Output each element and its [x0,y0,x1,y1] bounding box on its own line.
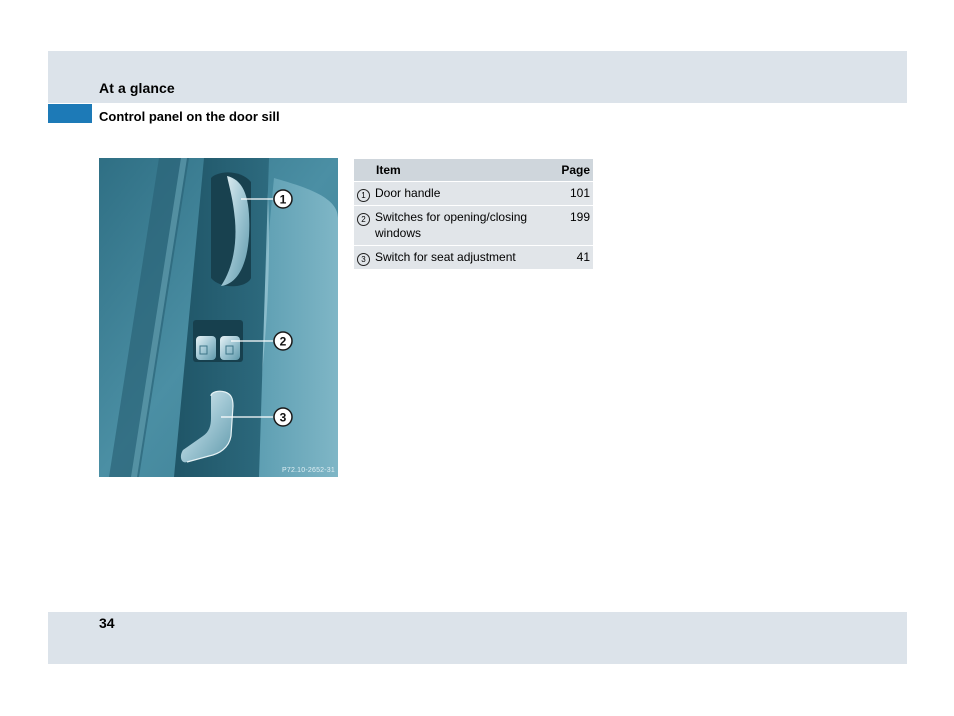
table-row [354,206,593,246]
table-header-row [354,159,593,182]
row-number-badge: 3 [357,253,370,266]
callout-2-label: 2 [279,334,287,349]
items-table [354,159,593,269]
table-header-item: Item [373,159,549,182]
table-row [354,182,593,206]
row-item-text: Switches for opening/closing windows [373,206,549,246]
callout-3-label: 3 [279,410,287,425]
section-accent-tab [48,104,92,123]
table-header-num [354,159,373,182]
subsection-title: Control panel on the door sill [99,109,280,124]
footer-band [48,612,907,664]
row-item-text: Switch for seat adjustment [373,246,549,270]
figure-code: P72.10-2652-31 [281,467,335,474]
row-page-ref[interactable]: 41 [549,246,593,270]
table-row [354,246,593,270]
row-page-ref[interactable]: 101 [549,182,593,206]
header-band [48,51,907,103]
door-sill-illustration [99,158,338,477]
row-number-badge: 2 [357,213,370,226]
table-header-page: Page [549,159,593,182]
row-item-text: Door handle [373,182,549,206]
row-page-ref[interactable]: 199 [549,206,593,246]
callout-1-label: 1 [279,192,287,207]
section-title: At a glance [99,80,175,96]
page-number: 34 [99,615,115,631]
row-number-badge: 1 [357,189,370,202]
door-sill-photo [99,158,338,477]
